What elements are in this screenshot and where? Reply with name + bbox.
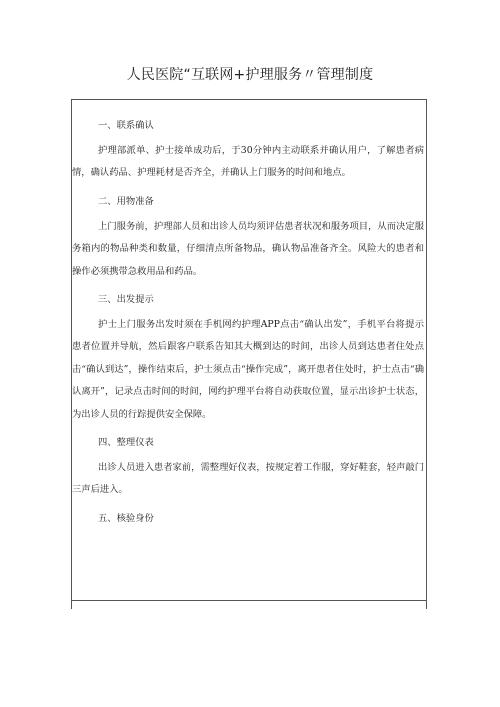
section-heading-3: 三、出发提示 — [98, 294, 154, 306]
section-list — [72, 100, 426, 530]
section-body-1: 护理部派单、护士接单成功后，于30分钟内主动联系并确认用户，了解患者病情，确认药品、护理耗材是否齐全，并确认上门服务的时间和地点。 — [72, 145, 424, 179]
content-box — [71, 99, 427, 609]
section-body-4: 出诊人员进入患者家前，需整理好仪表，按规定着工作服，穿好鞋套，轻声敲门三声后进入。 — [72, 462, 424, 496]
section-body-2: 上门服务前，护理部人员和出诊人员均须评估患者状况和服务项目，从而决定服务箱内的物品种类和数量，仔细清点所备物品，确认物品准备齐全。风险大的患者和操作必须携带急救用品和药品。 — [72, 220, 424, 277]
page-title: 人民医院“互联网+护理服务〃管理制度 — [126, 67, 374, 83]
section-body-3: 护士上门服务出发时须在手机网约护理APP点击“确认出发”，手机平台将提示患者位置并导航，然后跟客户联系告知其大概到达的时间，出诊人员到达患者住处点击“确认到达”，操作结束后，护士须点击“操作完成”，离开患者住处时，护士点击“确认离开”，记录点击时间的时间，网约护理平台将自动获取位置，显示出诊护士状态，为出诊人员的行踪提供安全保障。 — [72, 319, 424, 420]
section-heading-5: 五、核验身份 — [98, 512, 154, 524]
section-heading-4: 四、整理仪表 — [98, 437, 154, 449]
box-bottom-rule — [71, 600, 427, 601]
section-heading-2: 二、用物准备 — [98, 195, 154, 207]
section-heading-1: 一、联系确认 — [98, 120, 154, 131]
